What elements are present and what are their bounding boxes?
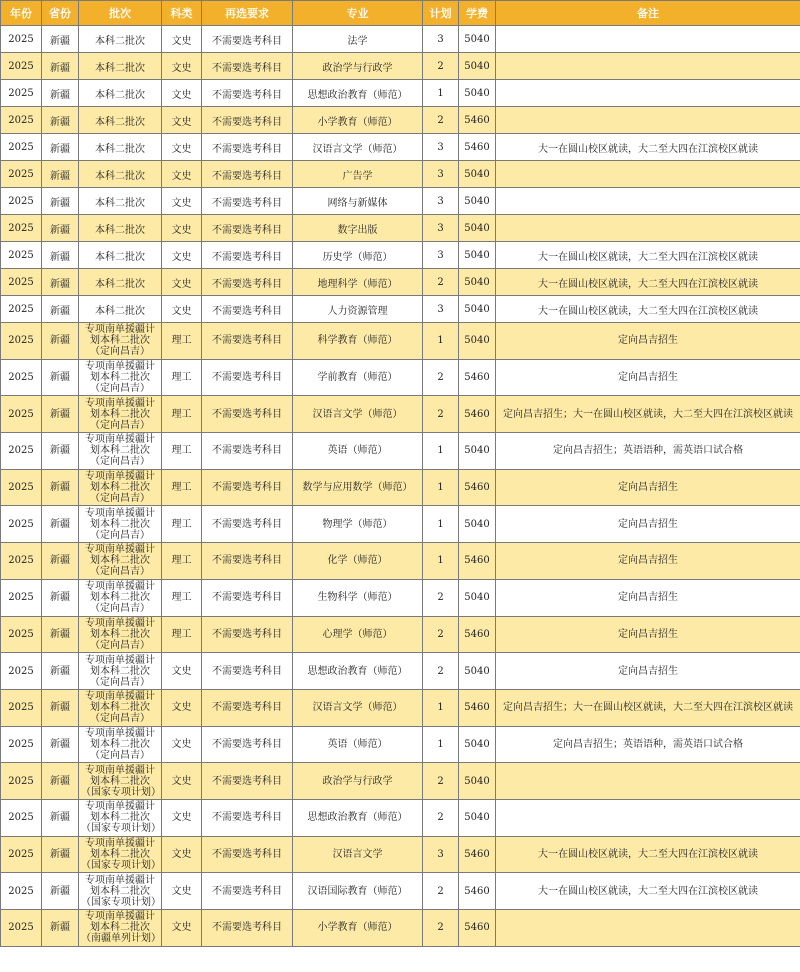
note-cell: 定向昌吉招生: [496, 506, 800, 543]
province-cell: 新疆: [42, 242, 79, 269]
province-cell: 新疆: [42, 616, 79, 653]
year-cell: 2025: [1, 836, 42, 873]
major-cell: 小学教育（师范）: [293, 107, 423, 134]
note-cell: [496, 53, 800, 80]
province-cell: 新疆: [42, 836, 79, 873]
batch-cell: 本科二批次: [79, 134, 162, 161]
table-row: [1, 269, 800, 296]
batch-cell: 专项南单援疆计划本科二批次（定向昌吉）: [79, 323, 162, 360]
fee-cell: 5460: [459, 910, 496, 947]
requirement-cell: 不需要选考科目: [202, 836, 293, 873]
category-cell: 文史: [162, 296, 202, 323]
category-cell: 理工: [162, 359, 202, 396]
header-fee: 学费: [459, 1, 496, 26]
major-cell: 小学教育（师范）: [293, 910, 423, 947]
requirement-cell: 不需要选考科目: [202, 910, 293, 947]
major-cell: 历史学（师范）: [293, 242, 423, 269]
plan-cell: 1: [423, 469, 459, 506]
year-cell: 2025: [1, 26, 42, 53]
batch-cell: 本科二批次: [79, 269, 162, 296]
plan-cell: 1: [423, 506, 459, 543]
fee-cell: 5040: [459, 215, 496, 242]
note-cell: 定向昌吉招生；英语语种，需英语口试合格: [496, 433, 800, 470]
category-cell: 文史: [162, 215, 202, 242]
major-cell: 英语（师范）: [293, 433, 423, 470]
batch-cell: 专项南单援疆计划本科二批次（国家专项计划）: [79, 836, 162, 873]
major-cell: 物理学（师范）: [293, 506, 423, 543]
note-cell: 定向昌吉招生；英语语种，需英语口试合格: [496, 726, 800, 763]
plan-cell: 1: [423, 433, 459, 470]
fee-cell: 5040: [459, 53, 496, 80]
batch-cell: 专项南单援疆计划本科二批次（定向昌吉）: [79, 689, 162, 726]
batch-cell: 专项南单援疆计划本科二批次（定向昌吉）: [79, 653, 162, 690]
category-cell: 文史: [162, 726, 202, 763]
plan-cell: 2: [423, 579, 459, 616]
fee-cell: 5460: [459, 396, 496, 433]
requirement-cell: 不需要选考科目: [202, 359, 293, 396]
province-cell: 新疆: [42, 653, 79, 690]
table-row: [1, 161, 800, 188]
fee-cell: 5040: [459, 653, 496, 690]
major-cell: 心理学（师范）: [293, 616, 423, 653]
note-cell: 大一在圆山校区就读，大二至大四在江滨校区就读: [496, 873, 800, 910]
plan-cell: 3: [423, 242, 459, 269]
category-cell: 文史: [162, 107, 202, 134]
plan-cell: 2: [423, 53, 459, 80]
major-cell: 英语（师范）: [293, 726, 423, 763]
requirement-cell: 不需要选考科目: [202, 506, 293, 543]
table-row: [1, 134, 800, 161]
province-cell: 新疆: [42, 799, 79, 836]
year-cell: 2025: [1, 396, 42, 433]
note-cell: [496, 763, 800, 800]
major-cell: 化学（师范）: [293, 543, 423, 580]
batch-cell: 本科二批次: [79, 296, 162, 323]
plan-cell: 1: [423, 543, 459, 580]
category-cell: 文史: [162, 26, 202, 53]
fee-cell: 5460: [459, 107, 496, 134]
province-cell: 新疆: [42, 469, 79, 506]
year-cell: 2025: [1, 469, 42, 506]
batch-cell: 本科二批次: [79, 188, 162, 215]
note-cell: [496, 910, 800, 947]
province-cell: 新疆: [42, 80, 79, 107]
note-cell: 定向昌吉招生: [496, 579, 800, 616]
table-row: [1, 107, 800, 134]
category-cell: 文史: [162, 689, 202, 726]
fee-cell: 5460: [459, 873, 496, 910]
requirement-cell: 不需要选考科目: [202, 26, 293, 53]
note-cell: 大一在圆山校区就读，大二至大四在江滨校区就读: [496, 296, 800, 323]
requirement-cell: 不需要选考科目: [202, 134, 293, 161]
category-cell: 文史: [162, 873, 202, 910]
fee-cell: 5460: [459, 689, 496, 726]
table-row: [1, 469, 800, 506]
year-cell: 2025: [1, 653, 42, 690]
header-category: 科类: [162, 1, 202, 26]
year-cell: 2025: [1, 616, 42, 653]
fee-cell: 5460: [459, 836, 496, 873]
province-cell: 新疆: [42, 323, 79, 360]
plan-cell: 2: [423, 763, 459, 800]
requirement-cell: 不需要选考科目: [202, 469, 293, 506]
year-cell: 2025: [1, 296, 42, 323]
category-cell: 文史: [162, 269, 202, 296]
major-cell: 汉语言文学（师范）: [293, 134, 423, 161]
major-cell: 广告学: [293, 161, 423, 188]
plan-cell: 2: [423, 799, 459, 836]
batch-cell: 专项南单援疆计划本科二批次（国家专项计划）: [79, 763, 162, 800]
fee-cell: 5040: [459, 242, 496, 269]
plan-cell: 3: [423, 836, 459, 873]
table-row: [1, 653, 800, 690]
header-major: 专业: [293, 1, 423, 26]
batch-cell: 专项南单援疆计划本科二批次（定向昌吉）: [79, 616, 162, 653]
province-cell: 新疆: [42, 763, 79, 800]
major-cell: 人力资源管理: [293, 296, 423, 323]
major-cell: 汉语言文学（师范）: [293, 689, 423, 726]
requirement-cell: 不需要选考科目: [202, 269, 293, 296]
major-cell: 数学与应用数学（师范）: [293, 469, 423, 506]
note-cell: [496, 215, 800, 242]
plan-cell: 3: [423, 188, 459, 215]
province-cell: 新疆: [42, 107, 79, 134]
major-cell: 思想政治教育（师范）: [293, 653, 423, 690]
category-cell: 文史: [162, 763, 202, 800]
major-cell: 思想政治教育（师范）: [293, 80, 423, 107]
plan-cell: 1: [423, 689, 459, 726]
year-cell: 2025: [1, 873, 42, 910]
batch-cell: 专项南单援疆计划本科二批次（国家专项计划）: [79, 799, 162, 836]
category-cell: 文史: [162, 242, 202, 269]
note-cell: [496, 799, 800, 836]
plan-cell: 2: [423, 359, 459, 396]
table-row: [1, 726, 800, 763]
category-cell: 文史: [162, 799, 202, 836]
plan-cell: 2: [423, 873, 459, 910]
header-requirement: 再选要求: [202, 1, 293, 26]
category-cell: 文史: [162, 910, 202, 947]
year-cell: 2025: [1, 726, 42, 763]
requirement-cell: 不需要选考科目: [202, 763, 293, 800]
table-row: [1, 188, 800, 215]
header-year: 年份: [1, 1, 42, 26]
year-cell: 2025: [1, 433, 42, 470]
category-cell: 文史: [162, 53, 202, 80]
header-note: 备注: [496, 1, 800, 26]
table-row: [1, 323, 800, 360]
batch-cell: 专项南单援疆计划本科二批次（定向昌吉）: [79, 506, 162, 543]
note-cell: 定向昌吉招生: [496, 359, 800, 396]
province-cell: 新疆: [42, 910, 79, 947]
major-cell: 汉语言文学: [293, 836, 423, 873]
province-cell: 新疆: [42, 543, 79, 580]
year-cell: 2025: [1, 242, 42, 269]
province-cell: 新疆: [42, 134, 79, 161]
major-cell: 数字出版: [293, 215, 423, 242]
fee-cell: 5040: [459, 323, 496, 360]
province-cell: 新疆: [42, 433, 79, 470]
batch-cell: 专项南单援疆计划本科二批次（定向昌吉）: [79, 726, 162, 763]
year-cell: 2025: [1, 763, 42, 800]
province-cell: 新疆: [42, 269, 79, 296]
table-row: [1, 799, 800, 836]
batch-cell: 本科二批次: [79, 242, 162, 269]
requirement-cell: 不需要选考科目: [202, 543, 293, 580]
category-cell: 理工: [162, 323, 202, 360]
note-cell: 大一在圆山校区就读，大二至大四在江滨校区就读: [496, 836, 800, 873]
plan-cell: 2: [423, 616, 459, 653]
table-row: [1, 53, 800, 80]
province-cell: 新疆: [42, 726, 79, 763]
province-cell: 新疆: [42, 26, 79, 53]
province-cell: 新疆: [42, 689, 79, 726]
province-cell: 新疆: [42, 359, 79, 396]
province-cell: 新疆: [42, 396, 79, 433]
note-cell: 定向昌吉招生: [496, 616, 800, 653]
category-cell: 文史: [162, 188, 202, 215]
major-cell: 思想政治教育（师范）: [293, 799, 423, 836]
note-cell: 大一在圆山校区就读，大二至大四在江滨校区就读: [496, 134, 800, 161]
plan-cell: 3: [423, 161, 459, 188]
table-row: [1, 543, 800, 580]
batch-cell: 本科二批次: [79, 26, 162, 53]
requirement-cell: 不需要选考科目: [202, 161, 293, 188]
table-row: [1, 396, 800, 433]
category-cell: 理工: [162, 506, 202, 543]
plan-cell: 3: [423, 26, 459, 53]
category-cell: 理工: [162, 543, 202, 580]
note-cell: 大一在圆山校区就读，大二至大四在江滨校区就读: [496, 269, 800, 296]
table-row: [1, 242, 800, 269]
table-row: [1, 296, 800, 323]
table-row: [1, 689, 800, 726]
table-row: [1, 873, 800, 910]
requirement-cell: 不需要选考科目: [202, 188, 293, 215]
batch-cell: 专项南单援疆计划本科二批次（定向昌吉）: [79, 579, 162, 616]
province-cell: 新疆: [42, 53, 79, 80]
fee-cell: 5040: [459, 80, 496, 107]
table-row: [1, 763, 800, 800]
requirement-cell: 不需要选考科目: [202, 396, 293, 433]
category-cell: 文史: [162, 80, 202, 107]
requirement-cell: 不需要选考科目: [202, 616, 293, 653]
requirement-cell: 不需要选考科目: [202, 215, 293, 242]
fee-cell: 5040: [459, 579, 496, 616]
note-cell: 定向昌吉招生: [496, 653, 800, 690]
fee-cell: 5040: [459, 506, 496, 543]
requirement-cell: 不需要选考科目: [202, 873, 293, 910]
batch-cell: 专项南单援疆计划本科二批次（国家专项计划）: [79, 873, 162, 910]
category-cell: 理工: [162, 579, 202, 616]
year-cell: 2025: [1, 689, 42, 726]
note-cell: [496, 161, 800, 188]
note-cell: [496, 188, 800, 215]
table-row: [1, 506, 800, 543]
year-cell: 2025: [1, 543, 42, 580]
batch-cell: 专项南单援疆计划本科二批次（定向昌吉）: [79, 433, 162, 470]
batch-cell: 专项南单援疆计划本科二批次（定向昌吉）: [79, 396, 162, 433]
year-cell: 2025: [1, 269, 42, 296]
batch-cell: 本科二批次: [79, 161, 162, 188]
table-row: [1, 433, 800, 470]
year-cell: 2025: [1, 506, 42, 543]
table-row: [1, 836, 800, 873]
major-cell: 地理科学（师范）: [293, 269, 423, 296]
batch-cell: 专项南单援疆计划本科二批次（定向昌吉）: [79, 359, 162, 396]
province-cell: 新疆: [42, 506, 79, 543]
requirement-cell: 不需要选考科目: [202, 579, 293, 616]
table-row: [1, 80, 800, 107]
province-cell: 新疆: [42, 188, 79, 215]
major-cell: 汉语国际教育（师范）: [293, 873, 423, 910]
header-plan: 计划: [423, 1, 459, 26]
batch-cell: 专项南单援疆计划本科二批次（定向昌吉）: [79, 543, 162, 580]
plan-cell: 1: [423, 323, 459, 360]
requirement-cell: 不需要选考科目: [202, 433, 293, 470]
category-cell: 文史: [162, 653, 202, 690]
table-body: [1, 26, 800, 947]
category-cell: 理工: [162, 616, 202, 653]
year-cell: 2025: [1, 323, 42, 360]
plan-cell: 2: [423, 910, 459, 947]
requirement-cell: 不需要选考科目: [202, 296, 293, 323]
major-cell: 法学: [293, 26, 423, 53]
major-cell: 汉语言文学（师范）: [293, 396, 423, 433]
year-cell: 2025: [1, 134, 42, 161]
fee-cell: 5040: [459, 188, 496, 215]
category-cell: 理工: [162, 396, 202, 433]
fee-cell: 5040: [459, 26, 496, 53]
fee-cell: 5040: [459, 161, 496, 188]
year-cell: 2025: [1, 579, 42, 616]
header-batch: 批次: [79, 1, 162, 26]
requirement-cell: 不需要选考科目: [202, 107, 293, 134]
plan-cell: 3: [423, 296, 459, 323]
requirement-cell: 不需要选考科目: [202, 53, 293, 80]
fee-cell: 5460: [459, 469, 496, 506]
fee-cell: 5040: [459, 726, 496, 763]
note-cell: 定向昌吉招生；大一在圆山校区就读，大二至大四在江滨校区就读: [496, 689, 800, 726]
province-cell: 新疆: [42, 579, 79, 616]
year-cell: 2025: [1, 80, 42, 107]
fee-cell: 5460: [459, 616, 496, 653]
batch-cell: 本科二批次: [79, 215, 162, 242]
header-row: [1, 1, 800, 26]
year-cell: 2025: [1, 161, 42, 188]
year-cell: 2025: [1, 359, 42, 396]
note-cell: 大一在圆山校区就读，大二至大四在江滨校区就读: [496, 242, 800, 269]
batch-cell: 专项南单援疆计划本科二批次（南疆单列计划）: [79, 910, 162, 947]
category-cell: 理工: [162, 469, 202, 506]
category-cell: 文史: [162, 836, 202, 873]
plan-cell: 1: [423, 80, 459, 107]
category-cell: 理工: [162, 433, 202, 470]
requirement-cell: 不需要选考科目: [202, 689, 293, 726]
requirement-cell: 不需要选考科目: [202, 799, 293, 836]
plan-cell: 2: [423, 107, 459, 134]
category-cell: 文史: [162, 161, 202, 188]
major-cell: 生物科学（师范）: [293, 579, 423, 616]
province-cell: 新疆: [42, 215, 79, 242]
batch-cell: 专项南单援疆计划本科二批次（定向昌吉）: [79, 469, 162, 506]
province-cell: 新疆: [42, 161, 79, 188]
note-cell: 定向昌吉招生: [496, 323, 800, 360]
note-cell: 定向昌吉招生；大一在圆山校区就读，大二至大四在江滨校区就读: [496, 396, 800, 433]
batch-cell: 本科二批次: [79, 80, 162, 107]
major-cell: 学前教育（师范）: [293, 359, 423, 396]
year-cell: 2025: [1, 107, 42, 134]
note-cell: [496, 107, 800, 134]
year-cell: 2025: [1, 215, 42, 242]
fee-cell: 5040: [459, 296, 496, 323]
header-province: 省份: [42, 1, 79, 26]
major-cell: 政治学与行政学: [293, 763, 423, 800]
major-cell: 网络与新媒体: [293, 188, 423, 215]
requirement-cell: 不需要选考科目: [202, 80, 293, 107]
plan-cell: 1: [423, 726, 459, 763]
province-cell: 新疆: [42, 873, 79, 910]
plan-cell: 2: [423, 653, 459, 690]
fee-cell: 5460: [459, 543, 496, 580]
fee-cell: 5460: [459, 134, 496, 161]
fee-cell: 5040: [459, 433, 496, 470]
year-cell: 2025: [1, 53, 42, 80]
note-cell: [496, 80, 800, 107]
fee-cell: 5040: [459, 763, 496, 800]
requirement-cell: 不需要选考科目: [202, 242, 293, 269]
table-row: [1, 215, 800, 242]
fee-cell: 5460: [459, 359, 496, 396]
note-cell: 定向昌吉招生: [496, 469, 800, 506]
category-cell: 文史: [162, 134, 202, 161]
batch-cell: 本科二批次: [79, 53, 162, 80]
plan-cell: 2: [423, 269, 459, 296]
table-row: [1, 359, 800, 396]
major-cell: 科学教育（师范）: [293, 323, 423, 360]
year-cell: 2025: [1, 799, 42, 836]
table-row: [1, 616, 800, 653]
plan-cell: 3: [423, 215, 459, 242]
fee-cell: 5040: [459, 799, 496, 836]
requirement-cell: 不需要选考科目: [202, 323, 293, 360]
year-cell: 2025: [1, 188, 42, 215]
requirement-cell: 不需要选考科目: [202, 653, 293, 690]
table-row: [1, 26, 800, 53]
province-cell: 新疆: [42, 296, 79, 323]
table-row: [1, 910, 800, 947]
year-cell: 2025: [1, 910, 42, 947]
requirement-cell: 不需要选考科目: [202, 726, 293, 763]
major-cell: 政治学与行政学: [293, 53, 423, 80]
plan-cell: 3: [423, 134, 459, 161]
plan-cell: 2: [423, 396, 459, 433]
batch-cell: 本科二批次: [79, 107, 162, 134]
fee-cell: 5040: [459, 269, 496, 296]
note-cell: [496, 26, 800, 53]
table-row: [1, 579, 800, 616]
note-cell: 定向昌吉招生: [496, 543, 800, 580]
